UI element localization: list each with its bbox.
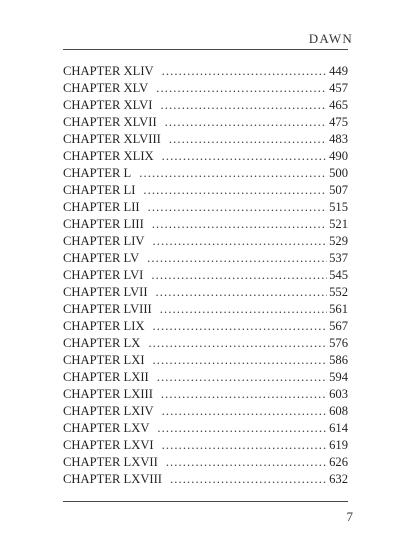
toc-entry-page: 483 — [329, 132, 348, 146]
toc-entry-page: 521 — [329, 217, 348, 231]
toc-entry-label: CHAPTER LII — [63, 200, 140, 214]
toc-entry-label: CHAPTER LIII — [63, 217, 144, 231]
toc-entry[interactable] — [63, 284, 348, 301]
toc-entry[interactable] — [63, 335, 348, 352]
dot-leader — [153, 318, 328, 335]
toc-entry-label: CHAPTER LXVI — [63, 438, 154, 452]
toc-entry[interactable] — [63, 352, 348, 369]
dot-leader — [139, 165, 327, 182]
toc-entry-label: CHAPTER XLIX — [63, 149, 154, 163]
toc-entry-page: 552 — [329, 285, 348, 299]
dot-leader — [162, 63, 328, 80]
page-number: 7 — [346, 509, 353, 524]
toc-entry-page: 626 — [329, 455, 348, 469]
toc-entry-page: 529 — [329, 234, 348, 248]
toc-entry-page: 500 — [329, 166, 348, 180]
dot-leader — [169, 131, 327, 148]
toc-entry[interactable] — [63, 301, 348, 318]
header-rule — [63, 49, 348, 50]
toc-entry[interactable] — [63, 63, 348, 80]
dot-leader — [166, 454, 327, 471]
toc-entry-label: CHAPTER XLVIII — [63, 132, 161, 146]
toc-entry-page: 603 — [329, 387, 348, 401]
toc-entry[interactable] — [63, 233, 348, 250]
toc-entry-page: 614 — [329, 421, 348, 435]
dot-leader — [148, 199, 328, 216]
toc-entry-label: CHAPTER LX — [63, 336, 141, 350]
dot-leader — [157, 369, 327, 386]
toc-entry-label: CHAPTER XLV — [63, 81, 149, 95]
toc-entry-page: 567 — [329, 319, 348, 333]
toc-entry-label: CHAPTER LVIII — [63, 302, 152, 316]
dot-leader — [151, 267, 327, 284]
running-head-title: DAWN — [308, 31, 353, 46]
dot-leader — [160, 97, 327, 114]
toc-entry-page: 561 — [329, 302, 348, 316]
toc-entry-label: CHAPTER LXIV — [63, 404, 154, 418]
dot-leader — [157, 420, 327, 437]
toc-entry-page: 490 — [329, 149, 348, 163]
toc-entry-label: CHAPTER XLVII — [63, 115, 157, 129]
toc-entry-page: 608 — [329, 404, 348, 418]
dot-leader — [162, 403, 328, 420]
toc-entry-label: CHAPTER LIX — [63, 319, 145, 333]
toc-entry-label: CHAPTER LV — [63, 251, 140, 265]
dot-leader — [156, 80, 327, 97]
toc-entry[interactable] — [63, 250, 348, 267]
footer-rule — [63, 501, 348, 502]
toc-entry[interactable] — [63, 267, 348, 284]
dot-leader — [147, 250, 327, 267]
toc-entry[interactable] — [63, 165, 348, 182]
dot-leader — [152, 216, 327, 233]
dot-leader — [153, 233, 328, 250]
toc-entry-label: CHAPTER LXVII — [63, 455, 158, 469]
toc-entry-label: CHAPTER LIV — [63, 234, 145, 248]
toc-entry[interactable] — [63, 131, 348, 148]
toc-entry-page: 457 — [329, 81, 348, 95]
toc-entry[interactable] — [63, 216, 348, 233]
dot-leader — [160, 301, 327, 318]
toc-entry-page: 515 — [329, 200, 348, 214]
toc-entry-page: 632 — [329, 472, 348, 486]
toc-entry-label: CHAPTER LXVIII — [63, 472, 162, 486]
toc-entry-label: CHAPTER LXIII — [63, 387, 153, 401]
toc-entry[interactable] — [63, 420, 348, 437]
toc-entry[interactable] — [63, 386, 348, 403]
toc-entry[interactable] — [63, 148, 348, 165]
toc-entry-label: CHAPTER XLVI — [63, 98, 153, 112]
toc-entry-page: 507 — [329, 183, 348, 197]
toc-entry[interactable] — [63, 80, 348, 97]
toc-entry-label: CHAPTER LI — [63, 183, 136, 197]
toc-entry[interactable] — [63, 471, 348, 488]
toc-entry-label: CHAPTER LVI — [63, 268, 144, 282]
toc-entry-label: CHAPTER LXV — [63, 421, 150, 435]
toc-entry[interactable] — [63, 318, 348, 335]
dot-leader — [162, 437, 328, 454]
toc-entry-page: 576 — [329, 336, 348, 350]
table-of-contents — [63, 63, 348, 488]
toc-entry-label: CHAPTER L — [63, 166, 132, 180]
toc-entry-page: 465 — [329, 98, 348, 112]
toc-entry-page: 586 — [329, 353, 348, 367]
toc-entry-page: 594 — [329, 370, 348, 384]
toc-entry[interactable] — [63, 369, 348, 386]
toc-entry-page: 537 — [329, 251, 348, 265]
toc-entry[interactable] — [63, 182, 348, 199]
dot-leader — [153, 352, 328, 369]
toc-entry[interactable] — [63, 199, 348, 216]
dot-leader — [143, 182, 327, 199]
dot-leader — [162, 148, 328, 165]
toc-entry[interactable] — [63, 403, 348, 420]
toc-entry[interactable] — [63, 454, 348, 471]
toc-entry[interactable] — [63, 114, 348, 131]
dot-leader — [148, 335, 327, 352]
toc-entry-label: CHAPTER LXII — [63, 370, 149, 384]
toc-entry-label: CHAPTER XLIV — [63, 64, 154, 78]
toc-entry[interactable] — [63, 97, 348, 114]
toc-entry-page: 475 — [329, 115, 348, 129]
dot-leader — [165, 114, 327, 131]
toc-entry-page: 545 — [329, 268, 348, 282]
toc-entry-page: 619 — [329, 438, 348, 452]
dot-leader — [161, 386, 327, 403]
dot-leader — [156, 284, 328, 301]
toc-entry-page: 449 — [329, 64, 348, 78]
toc-entry-label: CHAPTER LVII — [63, 285, 148, 299]
toc-entry[interactable] — [63, 437, 348, 454]
toc-entry-label: CHAPTER LXI — [63, 353, 145, 367]
dot-leader — [170, 471, 327, 488]
